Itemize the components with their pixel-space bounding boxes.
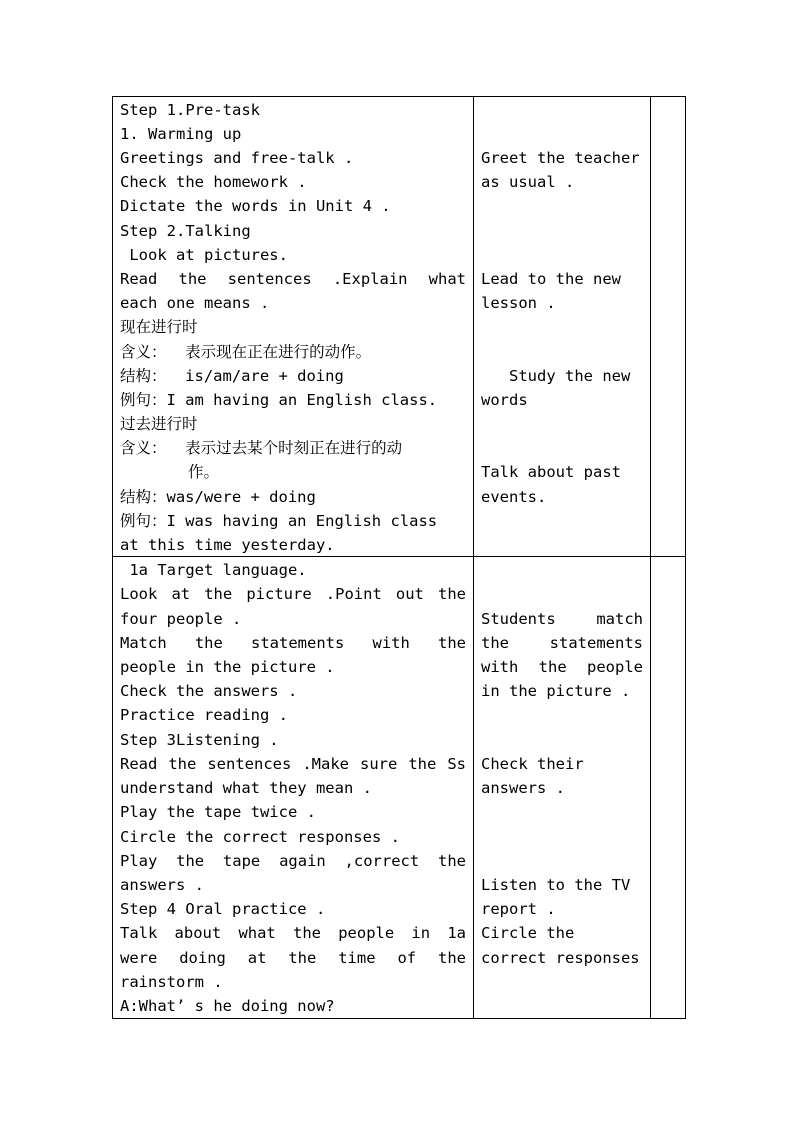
text-line: Look at the picture .Point out the	[120, 585, 466, 603]
text-line: Look at pictures.	[120, 246, 288, 264]
text-line: Students match	[481, 610, 643, 628]
text-line: as usual .	[481, 173, 575, 191]
text-line: Lead to the new	[481, 270, 621, 288]
text-line: each one means .	[120, 294, 270, 312]
lesson-plan-table	[112, 96, 686, 1019]
notes-cell	[651, 97, 686, 557]
text-line: Talk about past	[481, 463, 621, 481]
text-line: people in the picture .	[120, 658, 335, 676]
text-line: Greet the teacher	[481, 149, 640, 167]
text-line: Read the sentences .Explain what	[120, 270, 466, 288]
text-line: correct responses	[481, 949, 640, 967]
text-line: Check the answers .	[120, 682, 298, 700]
text-line: A:What’ s he doing now?	[120, 997, 335, 1015]
text-line: lesson .	[481, 294, 556, 312]
procedure-cell	[113, 97, 474, 557]
table-row	[113, 557, 686, 1019]
text-line: four people .	[120, 610, 242, 628]
text-line: Play the tape twice .	[120, 803, 316, 821]
text-line: 含义： 表示过去某个时刻正在进行的动	[120, 439, 403, 457]
text-line: 含义： 表示现在正在进行的动作。	[120, 343, 372, 361]
text-line: Play the tape again ,correct the	[120, 852, 466, 870]
text-line: Study the new	[509, 367, 631, 385]
text-line: Step 3Listening .	[120, 731, 279, 749]
text-line: in the picture .	[481, 682, 631, 700]
text-line: Greetings and free-talk .	[120, 149, 354, 167]
procedure-cell	[113, 557, 474, 1019]
text-line: 例句：I was having an English class	[120, 512, 438, 530]
text-line: Talk about what the people in 1a	[120, 924, 466, 942]
text-line: 1. Warming up	[120, 125, 242, 143]
notes-cell	[651, 557, 686, 1019]
text-line: words	[481, 391, 528, 409]
text-line: Match the statements with the	[120, 634, 466, 652]
text-line: Step 2.Talking	[120, 222, 251, 240]
text-line: Circle the correct responses .	[120, 828, 400, 846]
text-line: Circle the	[481, 924, 575, 942]
student-activity-cell	[474, 557, 651, 1019]
text-line: 1a Target language.	[120, 561, 307, 579]
text-line: Step 1.Pre-task	[120, 101, 260, 119]
text-line: Practice reading .	[120, 706, 288, 724]
text-line: Step 4 Oral practice .	[120, 900, 326, 918]
text-line: 例句：I am having an English class.	[120, 391, 438, 409]
text-line: Listen to the TV	[481, 876, 631, 894]
text-line: Dictate the words in Unit 4 .	[120, 197, 391, 215]
student-activity-cell	[474, 97, 651, 557]
text-line: Check their	[481, 755, 584, 773]
text-line: answers .	[120, 876, 204, 894]
text-line: understand what they mean .	[120, 779, 372, 797]
text-line: report .	[481, 900, 556, 918]
text-line: rainstorm .	[120, 973, 223, 991]
text-line: the statements	[481, 634, 643, 652]
text-line: at this time yesterday.	[120, 536, 335, 554]
text-line: 结构： is/am/are + doing	[120, 367, 344, 385]
text-line: answers .	[481, 779, 565, 797]
table-row	[113, 97, 686, 557]
text-line: with the people	[481, 658, 643, 676]
text-line: 过去进行时	[120, 415, 198, 433]
text-line: events.	[481, 488, 547, 506]
text-line: 现在进行时	[120, 318, 198, 336]
text-line: Read the sentences .Make sure the Ss	[120, 755, 466, 773]
text-line: Check the homework .	[120, 173, 307, 191]
text-line: 作。	[188, 463, 220, 481]
text-line: 结构：was/were + doing	[120, 488, 316, 506]
text-line: were doing at the time of the	[120, 949, 466, 967]
